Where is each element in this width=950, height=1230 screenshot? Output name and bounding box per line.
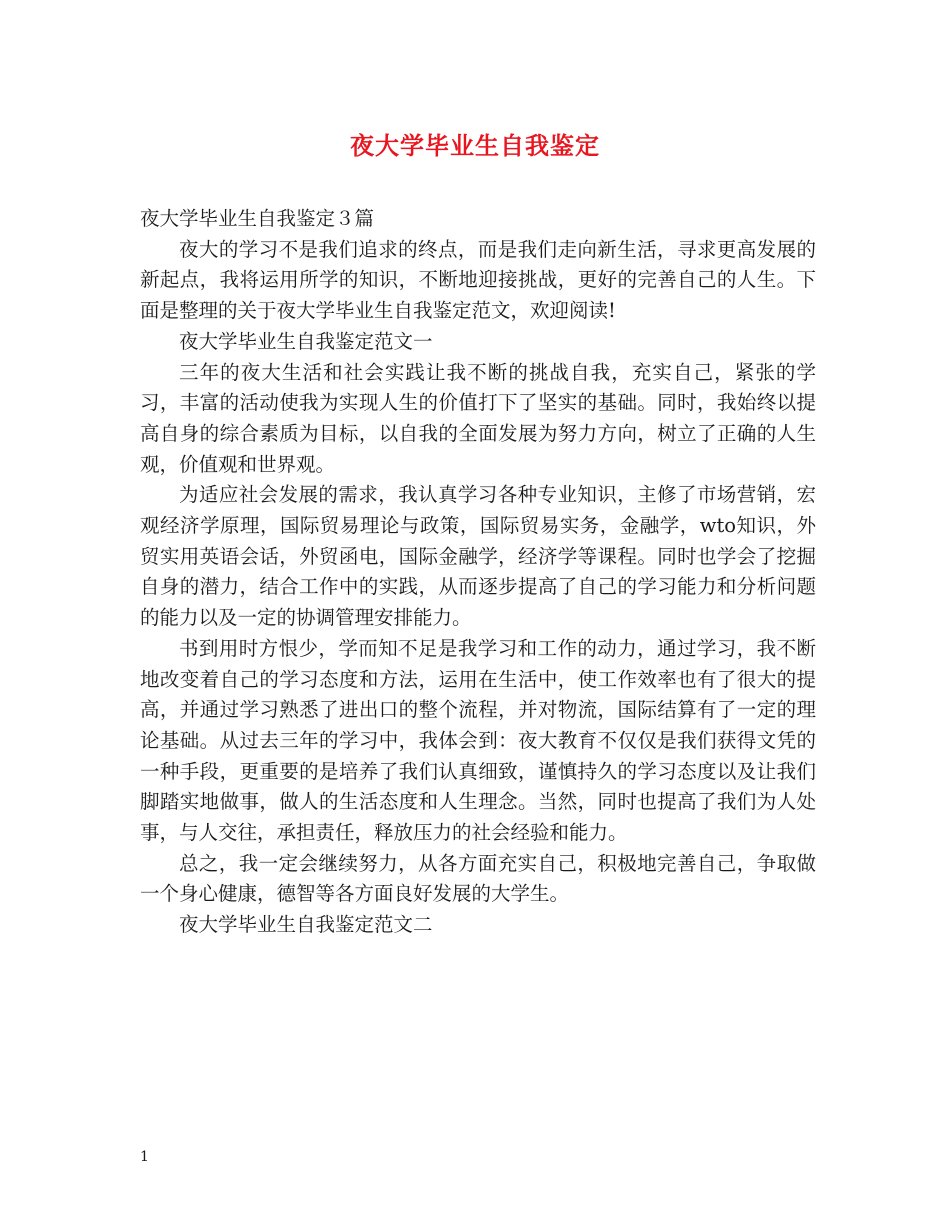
section-heading-sample-two: 夜大学毕业生自我鉴定范文二 — [179, 913, 433, 937]
paragraph-subtitle: 夜大学毕业生自我鉴定３篇 — [140, 207, 375, 230]
paragraph: 总之，我一定会继续努力，从各方面充实自己，积极地完善自己，争取做一个身心健康，德智等各方面良好发展的大学生。 — [140, 851, 816, 906]
document-title: 夜大学毕业生自我鉴定 — [350, 131, 600, 160]
paragraph: 书到用时方恨少，学而知不足是我学习和工作的动力，通过学习，我不断地改变着自己的学习态度和方法，运用在生活中，使工作效率也有了很大的提高，并通过学习熟悉了进出口的整个流程，并对物流，国际结算有了一定的理论基础。从过去三年的学习中，我体会到：夜大教育不仅仅是我们获得文凭的一种手段，更重要的是培养了我们认真细致，谨慎持久的学习态度以及让我们脚踏实地做事，做人的生活态度和人生理念。当然，同时也提高了我们为人处事，与人交往，承担责任，释放压力的社会经验和能力。 — [140, 636, 816, 845]
paragraph-intro: 夜大的学习不是我们追求的终点，而是我们走向新生活，寻求更高发展的新起点，我将运用所学的知识，不断地迎接挑战，更好的完善自己的人生。下面是整理的关于夜大学毕业生自我鉴定范文，欢迎阅读! — [140, 237, 816, 323]
section-heading-sample-one: 夜大学毕业生自我鉴定范文一 — [179, 329, 433, 353]
page-number: 1 — [140, 1149, 149, 1165]
paragraph: 三年的夜大生活和社会实践让我不断的挑战自我，充实自己，紧张的学习，丰富的活动使我为实现人生的价值打下了坚实的基础。同时，我始终以提高自身的综合素质为目标，以自我的全面发展为努力方向，树立了正确的人生观，价值观和世界观。 — [140, 360, 816, 476]
paragraph: 为适应社会发展的需求，我认真学习各种专业知识，主修了市场营销，宏观经济学原理，国际贸易理论与政策，国际贸易实务，金融学，wto知识，外贸实用英语会话，外贸函电，国际金融学，经济学等课程。同时也学会了挖掘自身的潜力，结合工作中的实践，从而逐步提高了自己的学习能力和分析问题的能力以及一定的协调管理安排能力。 — [140, 483, 816, 630]
document-body — [140, 204, 816, 941]
